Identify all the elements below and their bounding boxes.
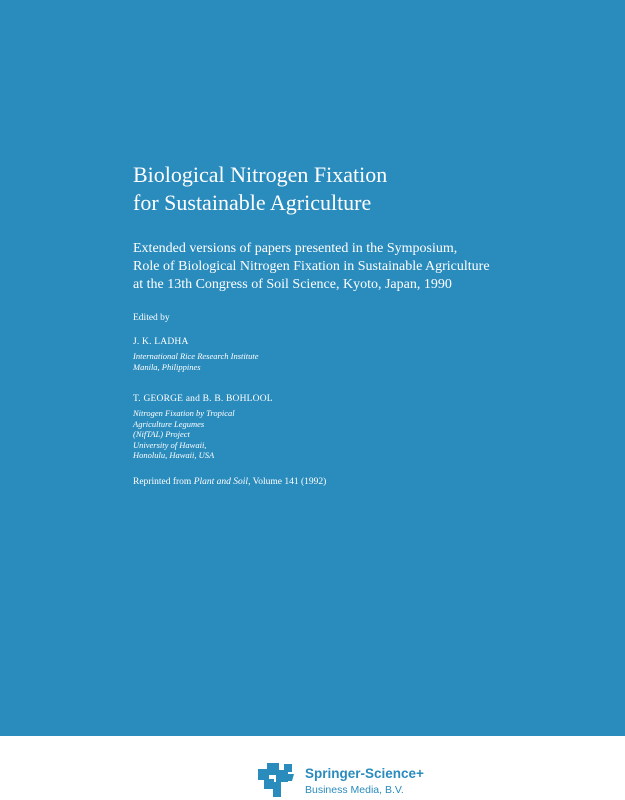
affiliation-line: Agriculture Legumes [133, 418, 205, 429]
subtitle-line-1: Extended versions of papers presented in the Symposium, [133, 241, 458, 256]
reprint-prefix: Reprinted from [133, 477, 194, 487]
affiliation-line: University of Hawaii, [133, 439, 207, 450]
title-line-1: Biological Nitrogen Fixation [133, 162, 388, 187]
affiliation-line: Manila, Philippines [133, 361, 201, 372]
editor-name-1: J. K. LADHA [133, 337, 189, 347]
subtitle-line-3: at the 13th Congress of Soil Science, Kyoto, Japan, 1990 [133, 277, 452, 292]
publisher-block [258, 761, 458, 799]
publisher-name: Springer-Science+ [305, 766, 424, 781]
reprint-journal: Plant and Soil [193, 477, 249, 487]
affiliation-line: Nitrogen Fixation by Tropical [133, 408, 235, 418]
affiliation-line: Honolulu, Hawaii, USA [133, 450, 215, 460]
editor-affiliation-1 [133, 351, 259, 372]
editor-affiliation-2 [133, 408, 235, 461]
book-title [133, 161, 387, 217]
reprint-note [133, 477, 326, 487]
edited-by-label: Edited by [133, 313, 170, 323]
book-subtitle [133, 240, 490, 294]
publisher-subname: Business Media, B.V. [305, 784, 404, 796]
subtitle-line-2: Role of Biological Nitrogen Fixation in Sustainable Agriculture [133, 259, 490, 274]
editor-name-2: T. GEORGE and B. B. BOHLOOL [133, 394, 273, 404]
affiliation-line: International Rice Research Institute [133, 351, 259, 361]
springer-horse-icon [258, 761, 302, 799]
reprint-suffix: , Volume 141 (1992) [248, 477, 327, 487]
affiliation-line: (NifTAL) Project [133, 429, 190, 439]
title-line-2: for Sustainable Agriculture [133, 190, 372, 215]
